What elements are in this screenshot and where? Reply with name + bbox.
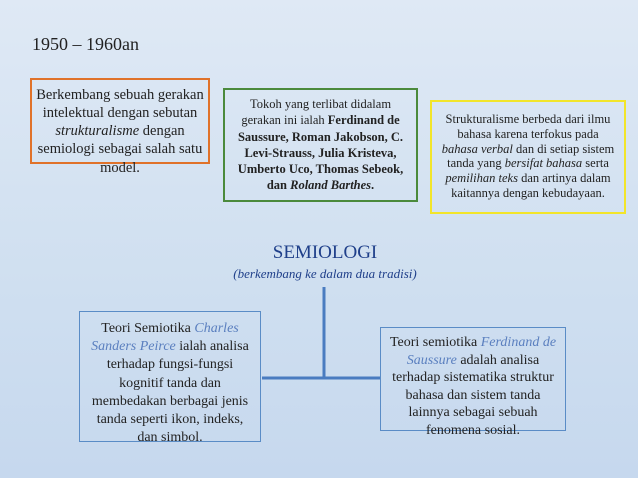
peirce-t3: ialah analisa terhadap fungsi-fungsi kognitif tanda dan membedakan berbagai jenis tanda seperti ikon, indeks, dan simbol. bbox=[91, 339, 249, 446]
peirce-tradition-box bbox=[79, 311, 261, 446]
diff-t5: serta bbox=[582, 156, 609, 171]
peirce-name: Charles Sanders Peirce bbox=[91, 321, 239, 355]
diff-t4: bersifat bahasa bbox=[504, 156, 583, 171]
diff-t2: bahasa verbal bbox=[441, 141, 513, 156]
intro-text-c: dengan semiologi sebagai salah satu model. bbox=[37, 123, 203, 176]
diagram-subtitle: (berkembang ke dalam dua tradisi) bbox=[233, 266, 417, 281]
saussure-t3: adalah analisa terhadap sistematika struktur bahasa dan sistem tanda lainnya sebagai sebuah fenomena sosial. bbox=[392, 352, 554, 438]
diff-t6: pemilihan teks bbox=[445, 171, 518, 185]
figures-last-name: Roland Barthes bbox=[290, 178, 372, 193]
peirce-t1: Teori Semiotika bbox=[101, 321, 195, 336]
saussure-t1: Teori semiotika bbox=[389, 335, 481, 350]
year-range-label: 1950 – 1960an bbox=[32, 34, 139, 54]
figures-dan: dan bbox=[266, 178, 291, 193]
intro-text-a: Berkembang sebuah gerakan intelektual dengan sebutan bbox=[36, 87, 204, 122]
diff-t3: dan di setiap sistem tanda yang bbox=[447, 141, 615, 171]
diff-t1: Strukturalisme berbeda dari ilmu bahasa karena terfokus pada bbox=[445, 112, 611, 141]
figures-end: . bbox=[371, 178, 375, 193]
intro-text-italic: strukturalisme bbox=[55, 123, 140, 140]
saussure-name: Ferdinand de Saussure bbox=[406, 335, 557, 368]
diff-t7: dan artinya dalam kaitannya dengan kebudayaan. bbox=[451, 171, 611, 200]
figures-text-a: Tokoh yang terlibat didalam gerakan ini ialah bbox=[241, 97, 392, 128]
diagram-title: SEMIOLOGI bbox=[272, 242, 378, 263]
figures-names: Ferdinand de Saussure, Roman Jakobson, C. Levi-Strauss, Julia Kristeva, Umberto Uco, Thomas Sebeok, bbox=[237, 113, 404, 176]
saussure-tradition-box bbox=[380, 327, 566, 438]
